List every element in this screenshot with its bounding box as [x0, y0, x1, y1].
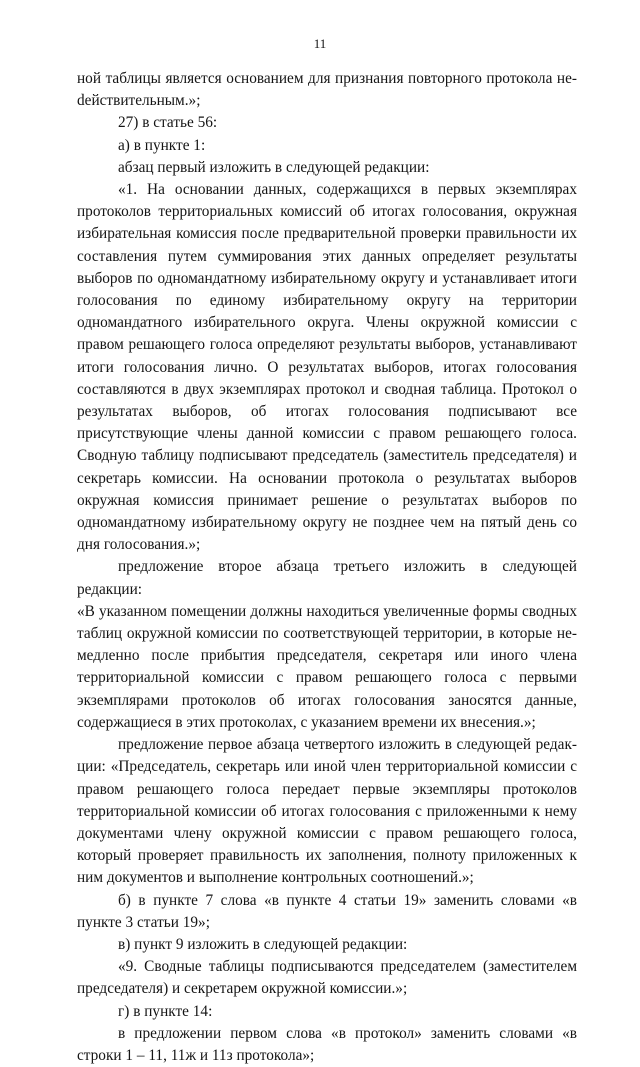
paragraph: а) в пункте 1:: [118, 136, 206, 154]
paragraph: «9. Сводные таблицы подписываются председателем (заместителем председателя) и секретарем окружной комиссии.»;: [77, 958, 577, 998]
document-body: [77, 68, 577, 1067]
paragraph: «В указанном помещении должны находиться увеличенные формы сводных таблиц окружной комиссии по соответствующей территории, в которые немедленно после прибытия председателя, секретаря или иного члена территориальной комиссии с правом решающего голоса с первыми экземплярами протоколов об итогах голосования заносятся данные, содержащиеся в этих протоколах, с указанием времени их внесения.»;: [77, 602, 577, 731]
paragraph: в предложении первом слова «в протокол» заменить словами «в строки 1 – 11, 11ж и 11з протокола»;: [77, 1024, 577, 1064]
paragraph: «1. На основании данных, содержащихся в первых экземплярах протоколов территориальных комиссий об итогах голосования, окружная избирательная комиссия после предварительной проверки правильности их составления путем суммирования этих данных определяет результаты выборов по одномандатному избирательному округу и устанавливает итоги голосования по единому избирательному округу на территории одномандатного избирательного округа. Члены окружной комиссии с правом решающего голоса определяют результаты выборов, устанавливают итоги голосования лично. О результатах выборов, итогах голосования составляются в двух экземплярах протокол и сводная таблица. Протокол о результатах выборов, об итогах голосования подписывают все присутствующие члены данной комиссии с правом решающего голоса. Сводную таблицу подписывают председатель (заместитель председателя) и секретарь комиссии. На основании протокола о результатах выборов окружная комиссия принимает решение о результатах выборов по одномандатному избирательному округу не позднее чем на пятый день со дня голосования.»;: [77, 181, 577, 554]
paragraph: 27) в статье 56:: [118, 114, 218, 132]
paragraph: г) в пункте 14:: [118, 1002, 213, 1020]
paragraph: абзац первый изложить в следующей редакции:: [118, 158, 430, 176]
page-number: 11: [313, 36, 327, 51]
paragraph: б) в пункте 7 слова «в пункте 4 статьи 19» заменить словами «в пункте 3 статьи 19»;: [77, 891, 577, 931]
paragraph: ной таблицы является основанием для признания повторного протокола неdействительным.»;: [77, 70, 577, 110]
paragraph: в) пункт 9 изложить в следующей редакции:: [118, 935, 408, 953]
paragraph: предложение первое абзаца четвертого изложить в следующей редакции: «Председатель, секретарь или иной член территориальной комиссии с правом решающего голоса передает первые экземпляры протоколов территориальной комиссии об итогах голосования с приложенными к нему документами члену окружной комиссии с правом решающего голоса, который проверяет правильность их заполнения, полноту приложенных к ним документов и выполнение контрольных соотношений.»;: [77, 736, 577, 887]
paragraph: предложение второе абзаца третьего изложить в следующей редакции:: [77, 558, 577, 598]
